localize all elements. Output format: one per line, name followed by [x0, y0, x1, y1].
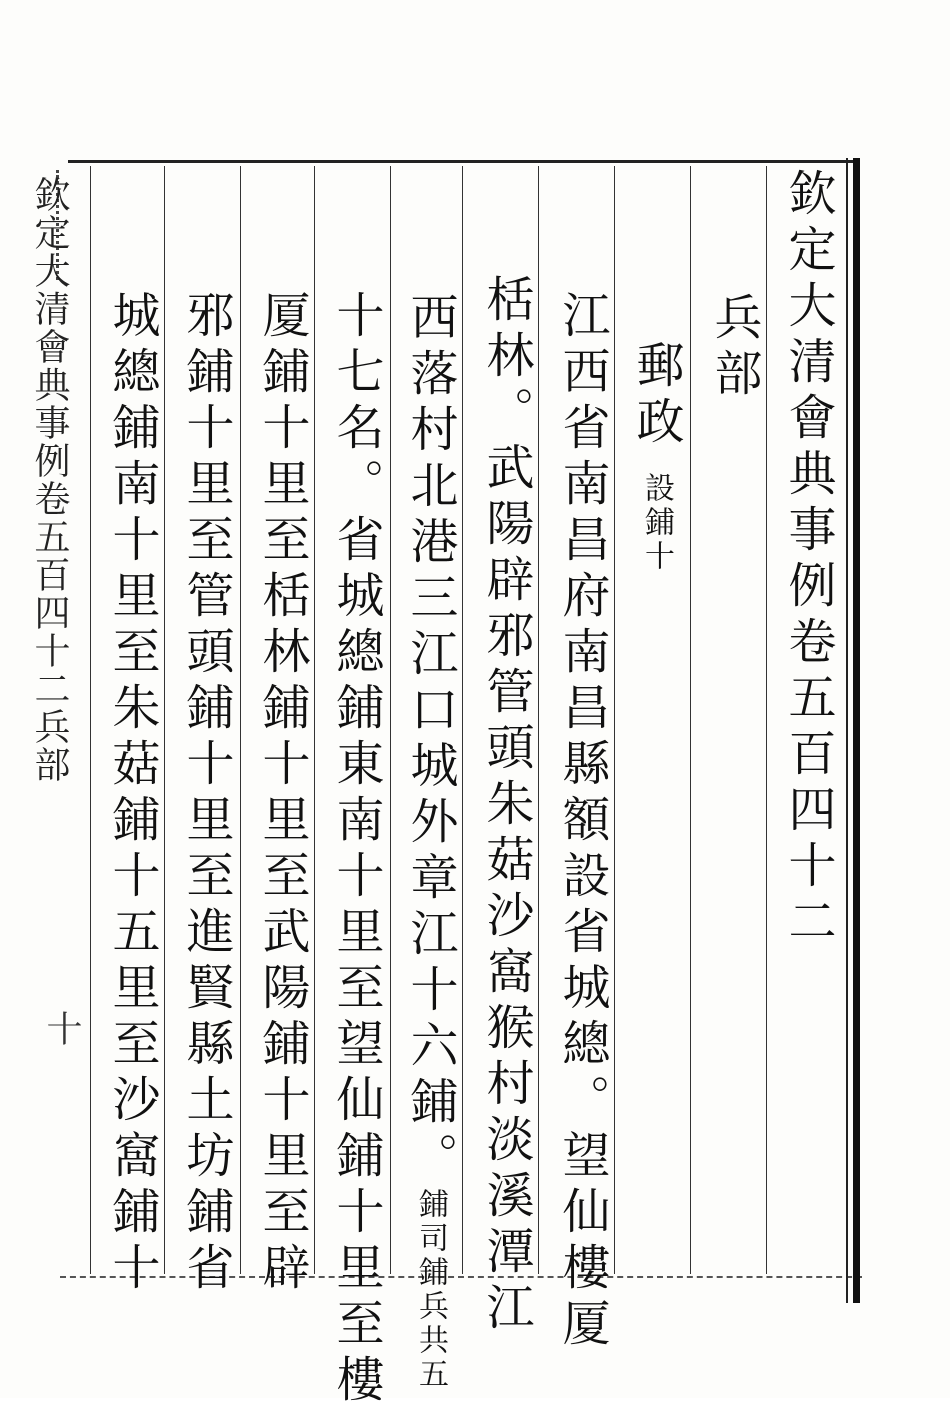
body-line: 城總鋪南十里至朱菇鋪十五里至沙窩鋪十: [104, 290, 160, 1298]
subsection-heading: [626, 340, 686, 574]
body-line-note: 鋪司鋪兵共五: [413, 1188, 448, 1392]
body-line: 栝林。武陽辟邪管頭朱菇沙窩猴村淡溪潭江: [478, 274, 534, 1338]
frame-top-border: [68, 160, 860, 163]
column-rule: [614, 166, 615, 1274]
column-rule: [240, 166, 241, 1274]
body-line: 邪鋪十里至管頭鋪十里至進賢縣土坊鋪省: [178, 290, 234, 1298]
body-line: [400, 292, 460, 1392]
body-line-main: 西落村北港三江口城外章江十六鋪。: [402, 292, 458, 1188]
subsection-note: 設鋪十: [639, 472, 674, 574]
column-rule: [690, 166, 691, 1274]
page-title: 欽定大清會典事例卷五百四十二: [780, 168, 836, 952]
body-line: 厦鋪十里至栝林鋪十里至武陽鋪十里至辟: [254, 290, 310, 1298]
column-rule: [766, 166, 767, 1274]
column-rule: [164, 166, 165, 1274]
column-rule: [538, 166, 539, 1274]
column-rule: [390, 166, 391, 1274]
spine-label: 欽定大清會典事例卷五百四十二兵部: [29, 176, 70, 784]
folio-number: 十: [41, 1010, 82, 1046]
frame-right-border: [846, 158, 860, 1303]
subsection-title: 郵政: [628, 340, 684, 452]
column-rule: [90, 166, 91, 1274]
section-heading: 兵部: [706, 292, 762, 404]
body-line: 江西省南昌府南昌縣額設省城總。望仙樓厦: [554, 290, 610, 1354]
body-line: 十七名。省城總鋪東南十里至望仙鋪十里至樓: [328, 290, 384, 1410]
column-rule: [462, 166, 463, 1274]
column-rule: [314, 166, 315, 1274]
